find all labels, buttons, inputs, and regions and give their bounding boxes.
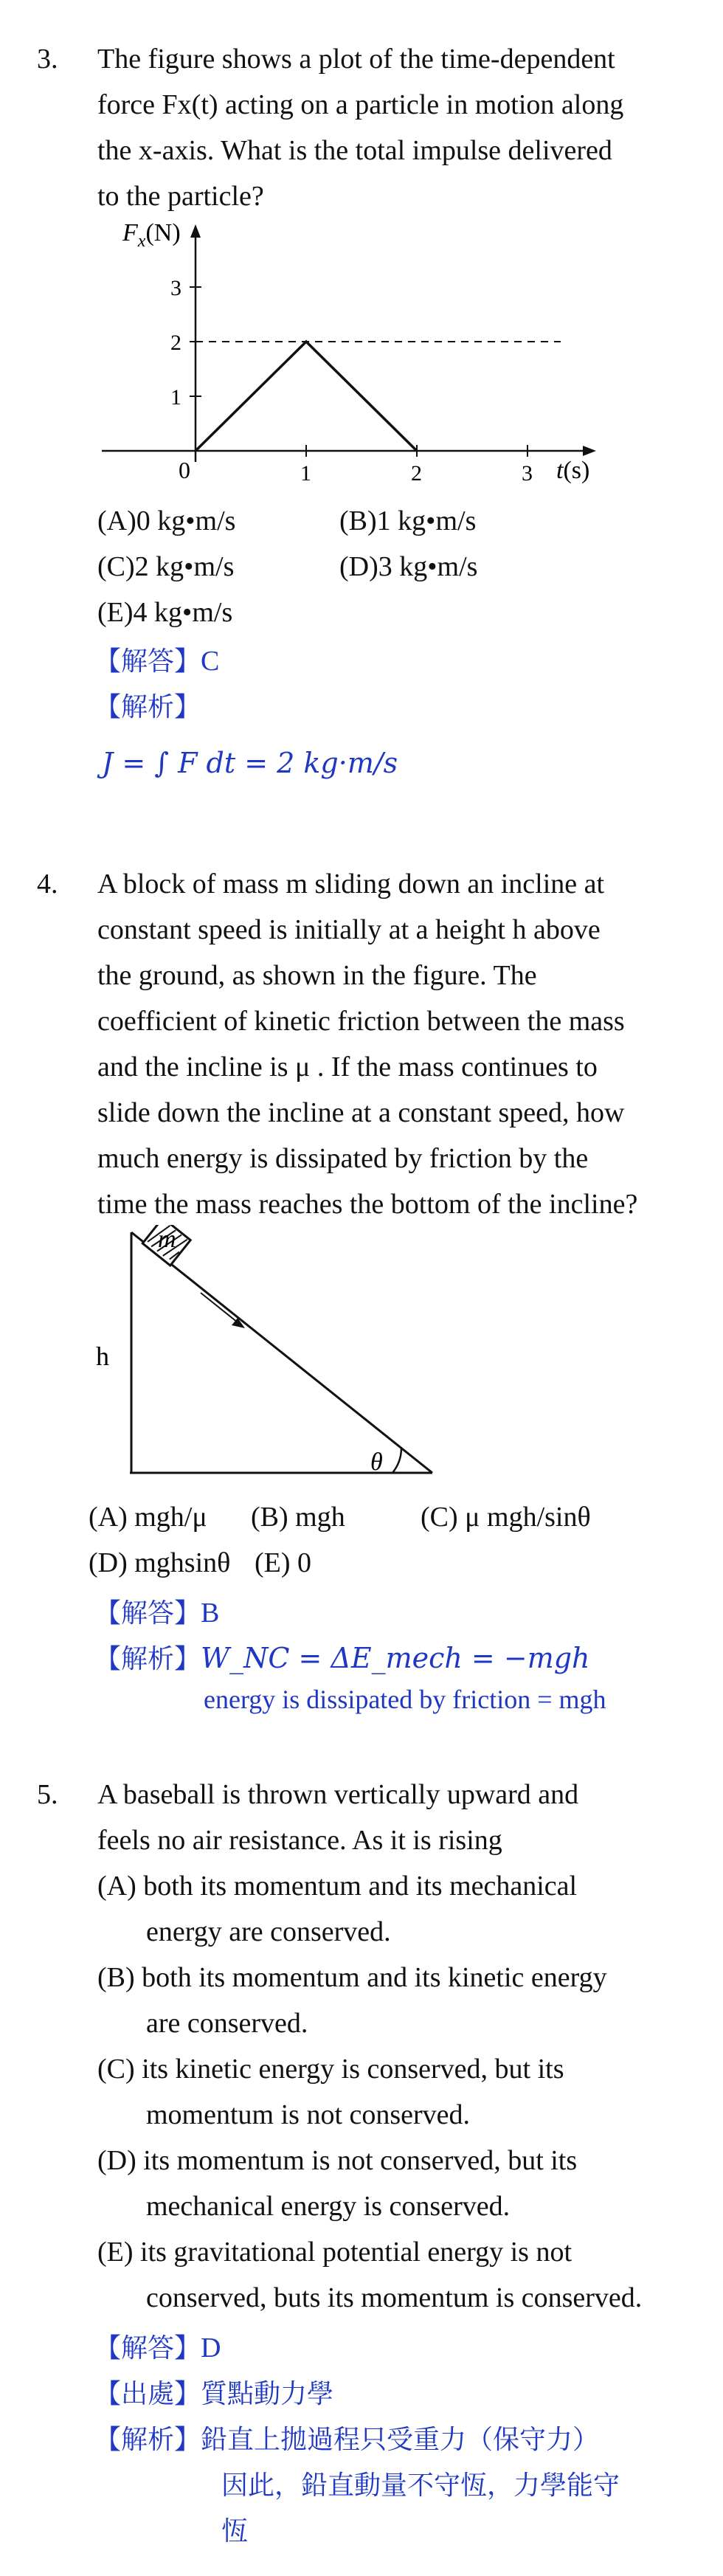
explanation-tag: 【解析】 <box>94 2425 201 2455</box>
question-text-line: feels no air resistance. As it is rising <box>97 1825 502 1856</box>
option-c: (C)2 kg•m/s <box>97 551 235 582</box>
explanation-line: 恆 <box>221 2516 249 2546</box>
option-c: (C) μ mgh/sinθ <box>421 1502 591 1533</box>
option-e: (E) its gravitational potential energy is not <box>97 2237 572 2268</box>
y-axis-arrow-icon <box>190 224 201 238</box>
answer-value: C <box>201 646 220 677</box>
question-text-line: A baseball is thrown vertically upward and <box>97 1779 579 1810</box>
explanation-tag: 【解析】 <box>94 1644 201 1674</box>
y-tick-label: 1 <box>170 385 181 410</box>
question-number: 3. <box>37 44 58 75</box>
question-text-line: the x-axis. What is the total impulse delivered <box>97 135 612 166</box>
incline-figure <box>74 1225 457 1491</box>
energy-formula: W_NC = ΔE_mech = −mgh <box>201 1642 590 1674</box>
answer-tag: 【解答】 <box>94 1598 201 1629</box>
option-d-cont: mechanical energy is conserved. <box>146 2191 511 2222</box>
y-axis-label: $F_x(N)$ <box>122 219 181 251</box>
answer-tag: 【解答】 <box>94 646 201 677</box>
x-axis-arrow-icon <box>583 446 596 456</box>
force-series-line <box>196 342 417 451</box>
explanation-row <box>94 1638 590 1676</box>
question-text-line: time the mass reaches the bottom of the incline? <box>97 1189 638 1220</box>
impulse-formula: J = ∫ F dt = 2 kg·m/s <box>102 747 398 779</box>
option-d: (D) mghsinθ <box>89 1547 231 1578</box>
explanation-row <box>94 2419 599 2456</box>
source-tag: 【出處】 <box>94 2379 201 2409</box>
y-tick-label: 3 <box>170 276 181 300</box>
source-row <box>94 2373 333 2411</box>
question-text-line: coefficient of kinetic friction between the mass <box>97 1006 625 1037</box>
explanation-tag: 【解析】 <box>94 692 201 722</box>
y-tick-label: 2 <box>170 331 181 355</box>
explanation-line: 鉛直上拋過程只受重力（保守力） <box>201 2425 600 2455</box>
answer-row <box>94 1592 219 1630</box>
option-c: (C) its kinetic energy is conserved, but its <box>97 2054 564 2085</box>
question-text-line: The figure shows a plot of the time-dependent <box>97 44 615 75</box>
option-b-cont: are conserved. <box>146 2008 308 2039</box>
option-c-cont: momentum is not conserved. <box>146 2099 471 2130</box>
option-d: (D) its momentum is not conserved, but its <box>97 2145 578 2176</box>
x-tick-label: 1 <box>300 461 311 486</box>
option-b: (B) mgh <box>251 1502 345 1533</box>
option-d: (D)3 kg•m/s <box>339 551 478 582</box>
angle-arc <box>392 1448 401 1473</box>
question-number: 4. <box>37 869 58 899</box>
question-number: 5. <box>37 1779 58 1810</box>
option-b: (B) both its momentum and its kinetic energy <box>97 1962 607 1993</box>
x-tick-label: 2 <box>411 461 422 486</box>
question-text-line: and the incline is μ . If the mass continues to <box>97 1052 598 1082</box>
answer-value: D <box>201 2332 221 2363</box>
question-text-line: force Fx(t) acting on a particle in motion along <box>97 89 624 120</box>
answer-row <box>94 640 219 678</box>
option-a: (A)0 kg•m/s <box>97 505 236 536</box>
answer-row <box>94 2327 221 2365</box>
question-text-line: the ground, as shown in the figure. The <box>97 960 537 991</box>
question-text-line: to the particle? <box>97 181 264 212</box>
answer-value: B <box>201 1598 220 1629</box>
explanation-line: 因此，鉛直動量不守恆，力學能守 <box>221 2470 620 2501</box>
option-a-cont: energy are conserved. <box>146 1916 391 1947</box>
option-a: (A) mgh/μ <box>89 1502 207 1533</box>
option-e-cont: conserved, buts its momentum is conserved. <box>146 2282 643 2313</box>
angle-label: θ <box>370 1448 383 1476</box>
option-e: (E) 0 <box>255 1547 312 1578</box>
x-axis-label: t(s) <box>556 457 590 484</box>
origin-label: 0 <box>179 457 190 483</box>
source-value: 質點動力學 <box>201 2379 334 2409</box>
option-e: (E)4 kg•m/s <box>97 597 233 628</box>
question-text-line: constant speed is initially at a height h above <box>97 914 601 945</box>
option-a: (A) both its momentum and its mechanical <box>97 1871 578 1902</box>
mass-label: m <box>158 1226 176 1253</box>
force-time-graph <box>96 218 612 491</box>
question-text-line: much energy is dissipated by friction by the <box>97 1143 589 1174</box>
question-text-line: A block of mass m sliding down an incline at <box>97 869 605 899</box>
explanation-text: energy is dissipated by friction = mgh <box>204 1685 606 1714</box>
explanation-row <box>94 686 201 724</box>
answer-tag: 【解答】 <box>94 2333 201 2363</box>
question-text-line: slide down the incline at a constant speed, how <box>97 1097 625 1128</box>
height-label: h <box>96 1341 109 1371</box>
motion-arrow <box>201 1293 238 1322</box>
x-tick-label: 3 <box>522 461 533 486</box>
incline-slope <box>131 1232 432 1473</box>
option-b: (B)1 kg•m/s <box>339 505 477 536</box>
